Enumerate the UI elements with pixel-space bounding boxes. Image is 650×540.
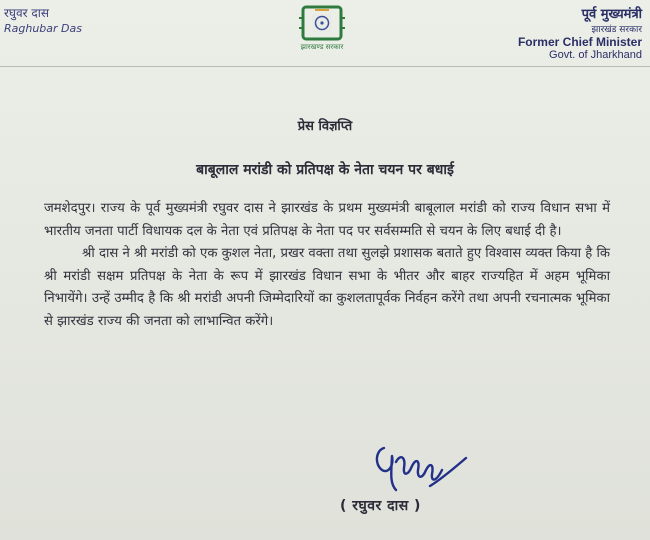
designation-hindi: पूर्व मुख्यमंत्री bbox=[581, 7, 642, 22]
paragraph-1: जमशेदपुर। राज्य के पूर्व मुख्यमंत्री रघुवर दास ने झारखंड के प्रथम मुख्यमंत्री बाबूलाल मरांडी को राज्य विधान सभा में भारतीय जनता पार्टी विधायक दल के नेता एवं प्रतिपक्ष के नेता पद पर सर्वसम्मति से चयन के लिए बधाई दी है। bbox=[44, 201, 610, 239]
emblem-caption: झारखण्ड सरकार bbox=[300, 43, 344, 51]
paragraph-2: श्री दास ने श्री मरांडी को एक कुशल नेता, प्रखर वक्ता तथा सुलझे प्रशासक बताते हुए विश्वास व्यक्त किया है कि श्री मरांडी सक्षम प्रतिपक्ष के नेता के रूप में झारखंड विधान सभा के भीतर और बाहर राज्यहित में अहम भूमिका निभायेंगे। उन्हें उम्मीद है कि श्री मरांडी अपनी जिम्मेदारियों का कुशलतापूर्वक निर्वहन करेंगे तथा अपनी रचनात्मक भूमिका से झारखंड राज्य की जनता को लाभान्वित करेंगे। bbox=[44, 246, 610, 329]
letterhead-left bbox=[4, 4, 82, 35]
signature-icon bbox=[370, 440, 480, 496]
jharkhand-emblem bbox=[282, 4, 362, 52]
header-divider bbox=[0, 66, 650, 67]
press-release-label: प्रेस विज्ञप्ति bbox=[297, 119, 353, 134]
letterhead-name-hindi: रघुवर दास bbox=[4, 6, 49, 20]
designation-english: Former Chief Minister bbox=[517, 35, 642, 49]
letter-body bbox=[44, 198, 610, 334]
signer-name: ( रघुवर दास ) bbox=[340, 498, 421, 514]
letterhead-name-english: Raghubar Das bbox=[4, 22, 82, 35]
jharkhand-emblem-icon bbox=[299, 4, 345, 42]
letterhead-right bbox=[518, 4, 642, 61]
government-english: Govt. of Jharkhand bbox=[549, 49, 642, 61]
headline: बाबूलाल मरांडी को प्रतिपक्ष के नेता चयन पर बधाई bbox=[196, 162, 454, 178]
government-hindi: झारखंड सरकार bbox=[591, 25, 642, 35]
